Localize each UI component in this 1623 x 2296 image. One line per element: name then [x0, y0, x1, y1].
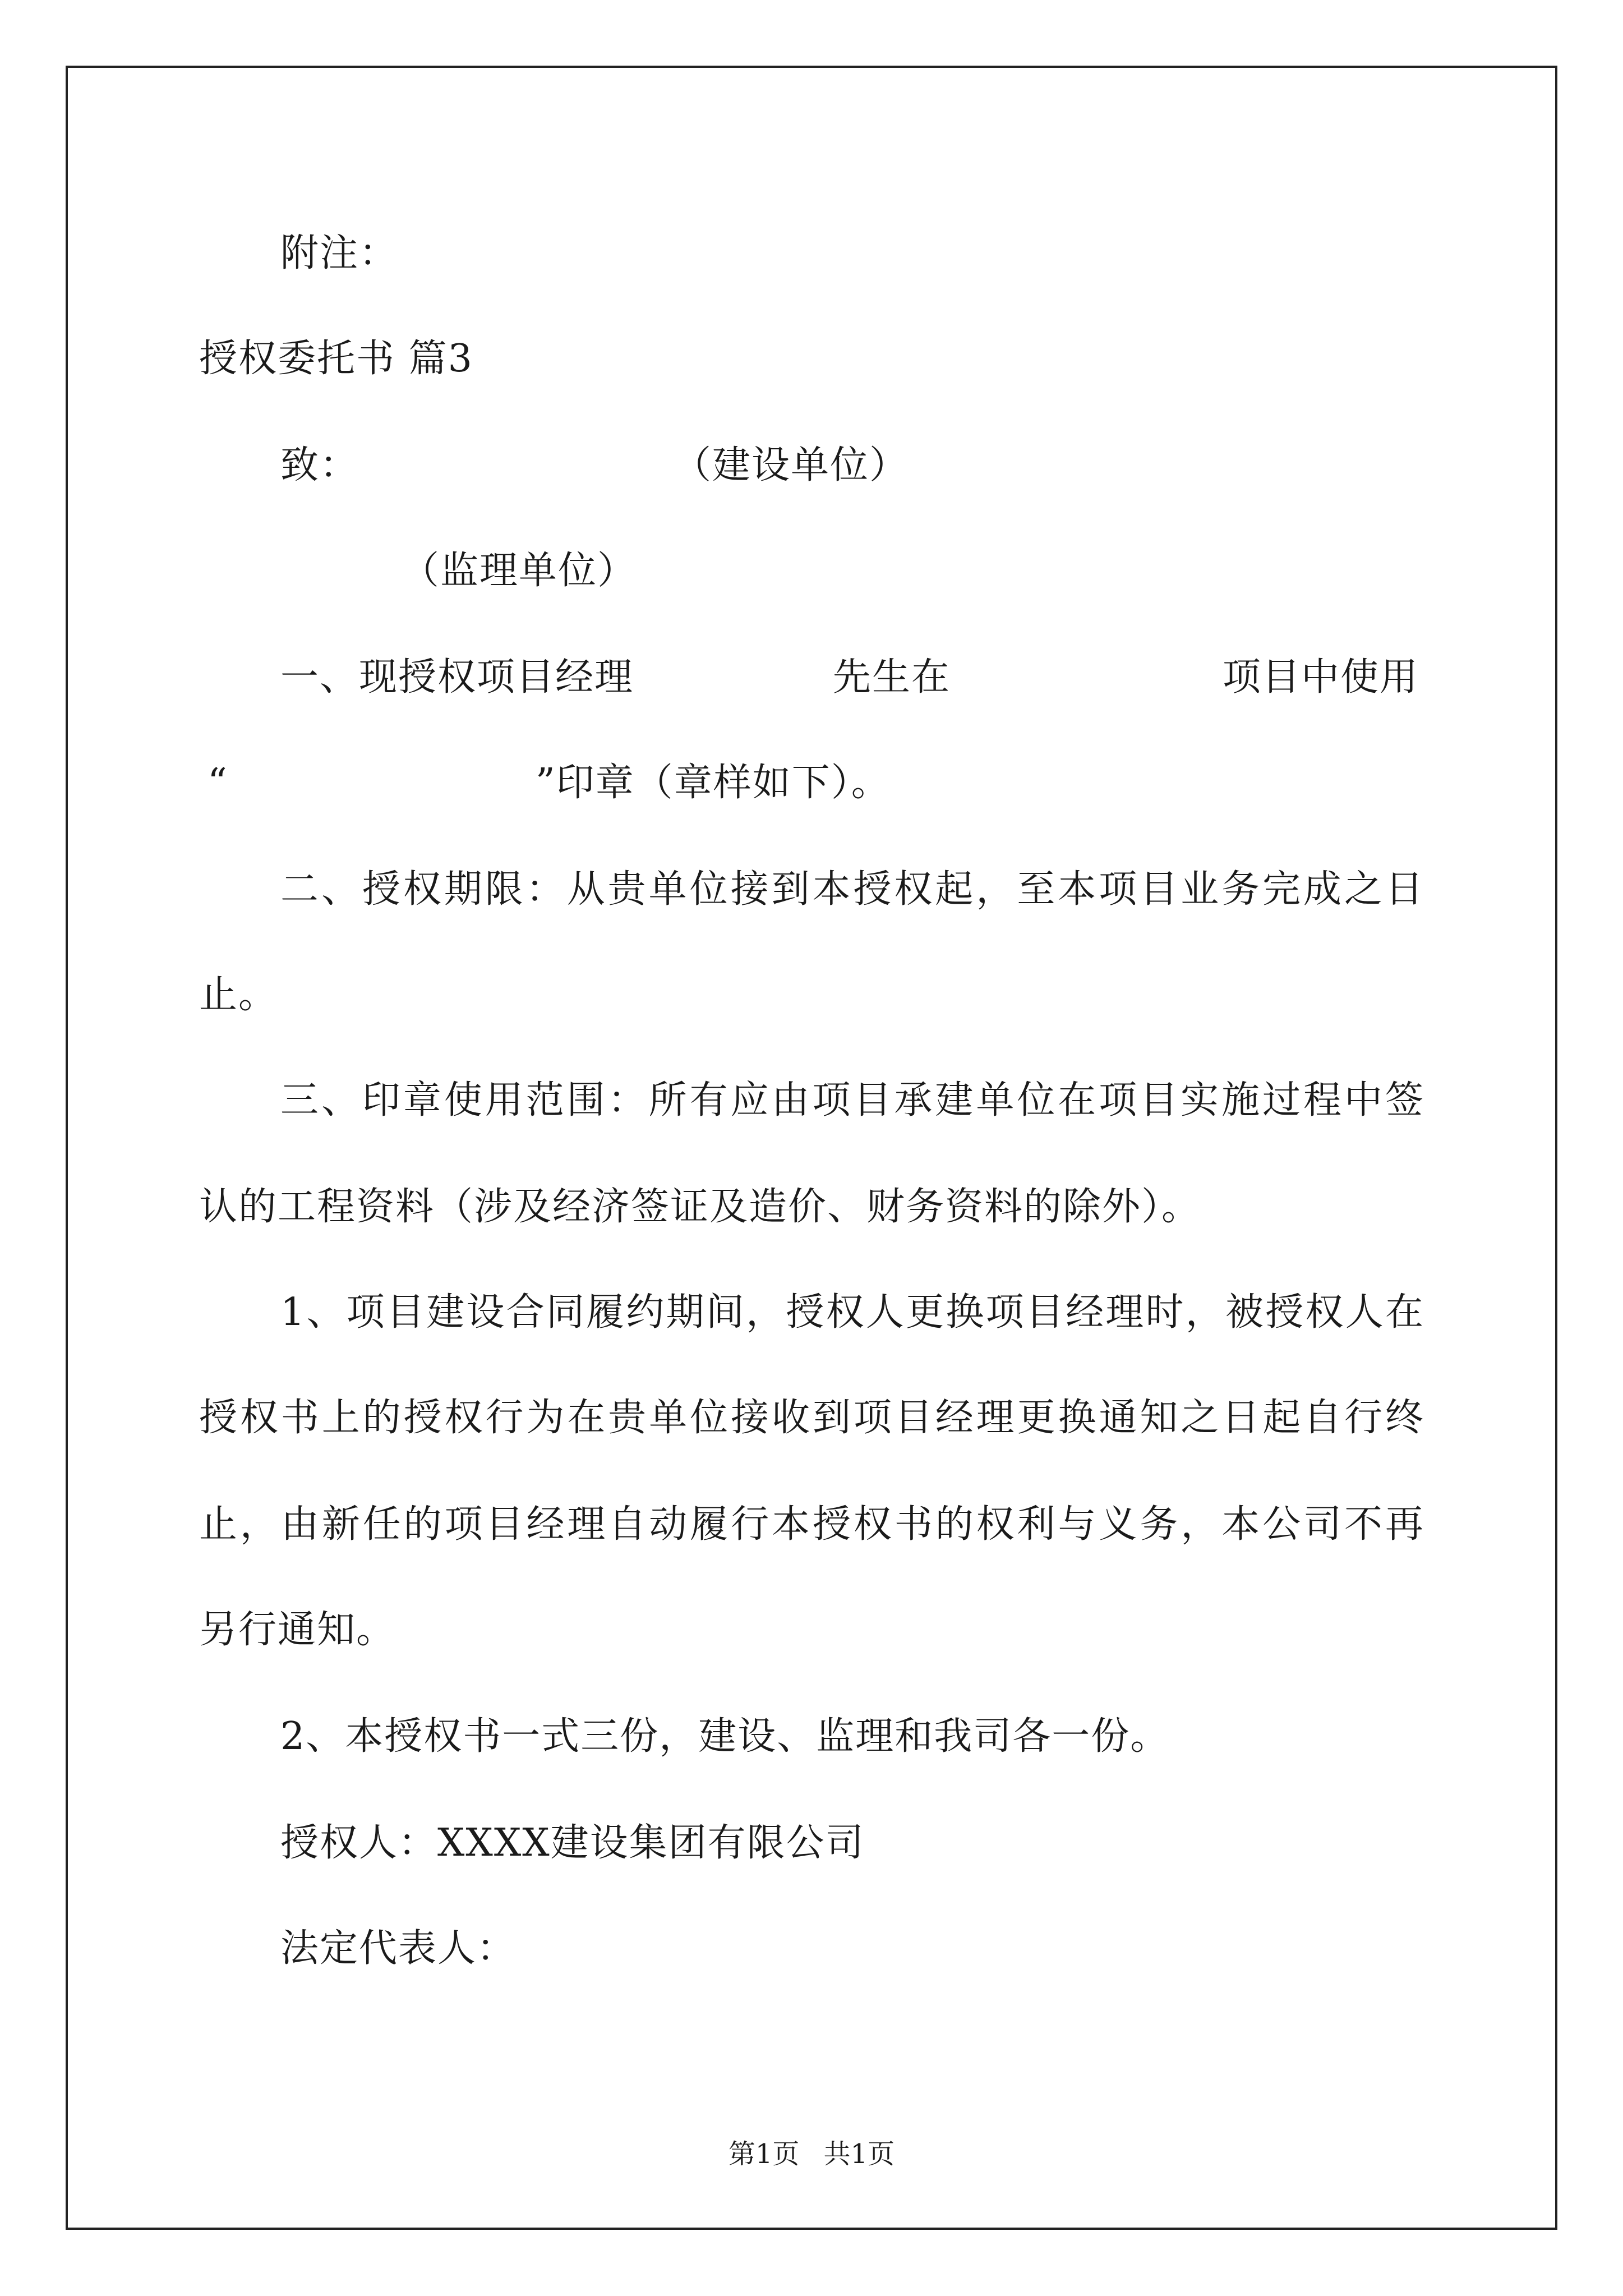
clause2: 2、本授权书一式三份，建设、监理和我司各一份。 [280, 1714, 1170, 1759]
section-title: 授权委托书 篇3 [199, 337, 473, 381]
clause1-line1: 1、项目建设合同履约期间，授权人更换项目经理时，被授权人在 [280, 1290, 1424, 1335]
clause1-line4: 另行通知。 [199, 1608, 396, 1652]
authorizer-line: 授权人：XXXX建设集团有限公司 [280, 1821, 865, 1865]
item3-line1: 三、印章使用范围：所有应由项目承建单位在项目实施过程中签 [280, 1078, 1424, 1122]
item2-line2: 止。 [199, 973, 278, 1017]
item1-part2: 先生在 [833, 655, 951, 700]
to-label: 致： [280, 443, 359, 487]
seal-open-quote: “ [208, 761, 228, 805]
page-footer [0, 2137, 1623, 2171]
seal-text: ”印章（章样如下）。 [536, 761, 891, 805]
item1-part3: 项目中使用 [1223, 655, 1419, 700]
page-total: 共1页 [823, 2138, 895, 2170]
legal-representative-line: 法定代表人： [280, 1926, 517, 1971]
note-label: 附注： [280, 231, 399, 275]
page-border [66, 66, 1557, 2230]
clause1-line3: 止，由新任的项目经理自动履行本授权书的权利与义务，本公司不再 [199, 1502, 1424, 1547]
page-current: 第1页 [728, 2138, 800, 2170]
supervision-unit-label: （监理单位） [401, 549, 637, 593]
clause1-line2: 授权书上的授权行为在贵单位接收到项目经理更换通知之日起自行终 [199, 1396, 1424, 1440]
item2-line1: 二、授权期限：从贵单位接到本授权起，至本项目业务完成之日 [280, 867, 1424, 912]
construction-unit-label: （建设单位） [673, 443, 909, 487]
item3-line2: 认的工程资料（涉及经济签证及造价、财务资料的除外）。 [199, 1185, 1201, 1229]
item1-part1: 一、现授权项目经理 [280, 655, 634, 700]
